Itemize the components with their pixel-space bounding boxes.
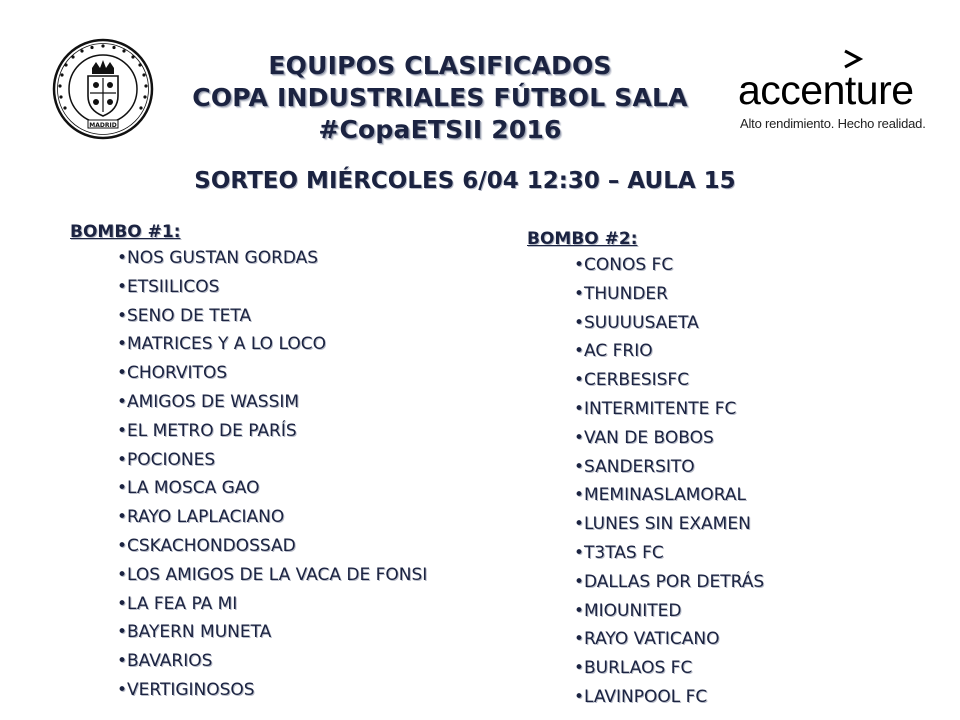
team-item: •BAVARIOS — [117, 651, 213, 672]
team-item: •AMIGOS DE WASSIM — [117, 391, 300, 412]
pot-1-team-list — [70, 244, 427, 705]
team-item: •EL METRO DE PARÍS — [117, 420, 297, 441]
team-item: •SANDERSITO — [574, 456, 695, 477]
team-item: •MIOUNITED — [574, 600, 682, 621]
team-item: •VERTIGINOSOS — [117, 679, 255, 700]
pot-1 — [70, 220, 427, 705]
team-item: •ETSIILICOS — [117, 276, 220, 297]
club-seal-logo — [52, 38, 154, 140]
team-item: •LUNES SIN EXAMEN — [574, 514, 751, 535]
pot-1-title: BOMBO #1: — [70, 222, 181, 242]
team-item: •DALLAS POR DETRÁS — [574, 571, 765, 592]
team-item: •T3TAS FC — [574, 542, 664, 563]
team-item: •CSKACHONDOSSAD — [117, 535, 296, 556]
team-item: •MEMINASLAMORAL — [574, 485, 746, 506]
team-item: •THUNDER — [574, 283, 668, 304]
title-line-2: COPA INDUSTRIALES FÚTBOL SALA — [192, 83, 688, 112]
title-line-3: #CopaETSII 2016 — [318, 115, 562, 144]
team-item: •BAYERN MUNETA — [117, 622, 272, 643]
svg-text:MADRID: MADRID — [89, 122, 117, 129]
team-item: •SUUUUSAETA — [574, 312, 699, 333]
team-item: •VAN DE BOBOS — [574, 427, 714, 448]
team-item: •RAYO VATICANO — [574, 629, 720, 650]
draw-info-heading: SORTEO MIÉRCOLES 6/04 12:30 – AULA 15 — [194, 168, 736, 194]
team-item: •LA FEA PA MI — [117, 593, 238, 614]
title-block — [160, 50, 720, 146]
team-item: •INTERMITENTE FC — [574, 398, 737, 419]
pot-2-team-list — [527, 251, 764, 712]
team-item: •AC FRIO — [574, 341, 653, 362]
team-item: •CERBESISFC — [574, 370, 690, 391]
team-item: •BURLAOS FC — [574, 658, 693, 679]
team-item: •RAYO LAPLACIANO — [117, 507, 285, 528]
sponsor-name: accenture — [738, 67, 914, 113]
sponsor-tagline: Alto rendimiento. Hecho realidad. — [740, 116, 926, 131]
team-item: •LOS AMIGOS DE LA VACA DE FONSI — [117, 564, 428, 585]
team-item: •POCIONES — [117, 449, 216, 470]
team-item: •CONOS FC — [574, 255, 674, 275]
team-item: •SENO DE TETA — [117, 305, 252, 326]
team-item: •CHORVITOS — [117, 363, 228, 384]
team-item: •LAVINPOOL FC — [574, 686, 708, 707]
title-line-1: EQUIPOS CLASIFICADOS — [268, 51, 612, 80]
team-item: •NOS GUSTAN GORDAS — [117, 248, 319, 268]
team-item: •LA MOSCA GAO — [117, 478, 260, 499]
sponsor-logo — [738, 48, 938, 138]
pot-2-title: BOMBO #2: — [527, 229, 638, 249]
team-item: •MATRICES Y A LO LOCO — [117, 334, 326, 355]
pot-2 — [527, 227, 764, 712]
